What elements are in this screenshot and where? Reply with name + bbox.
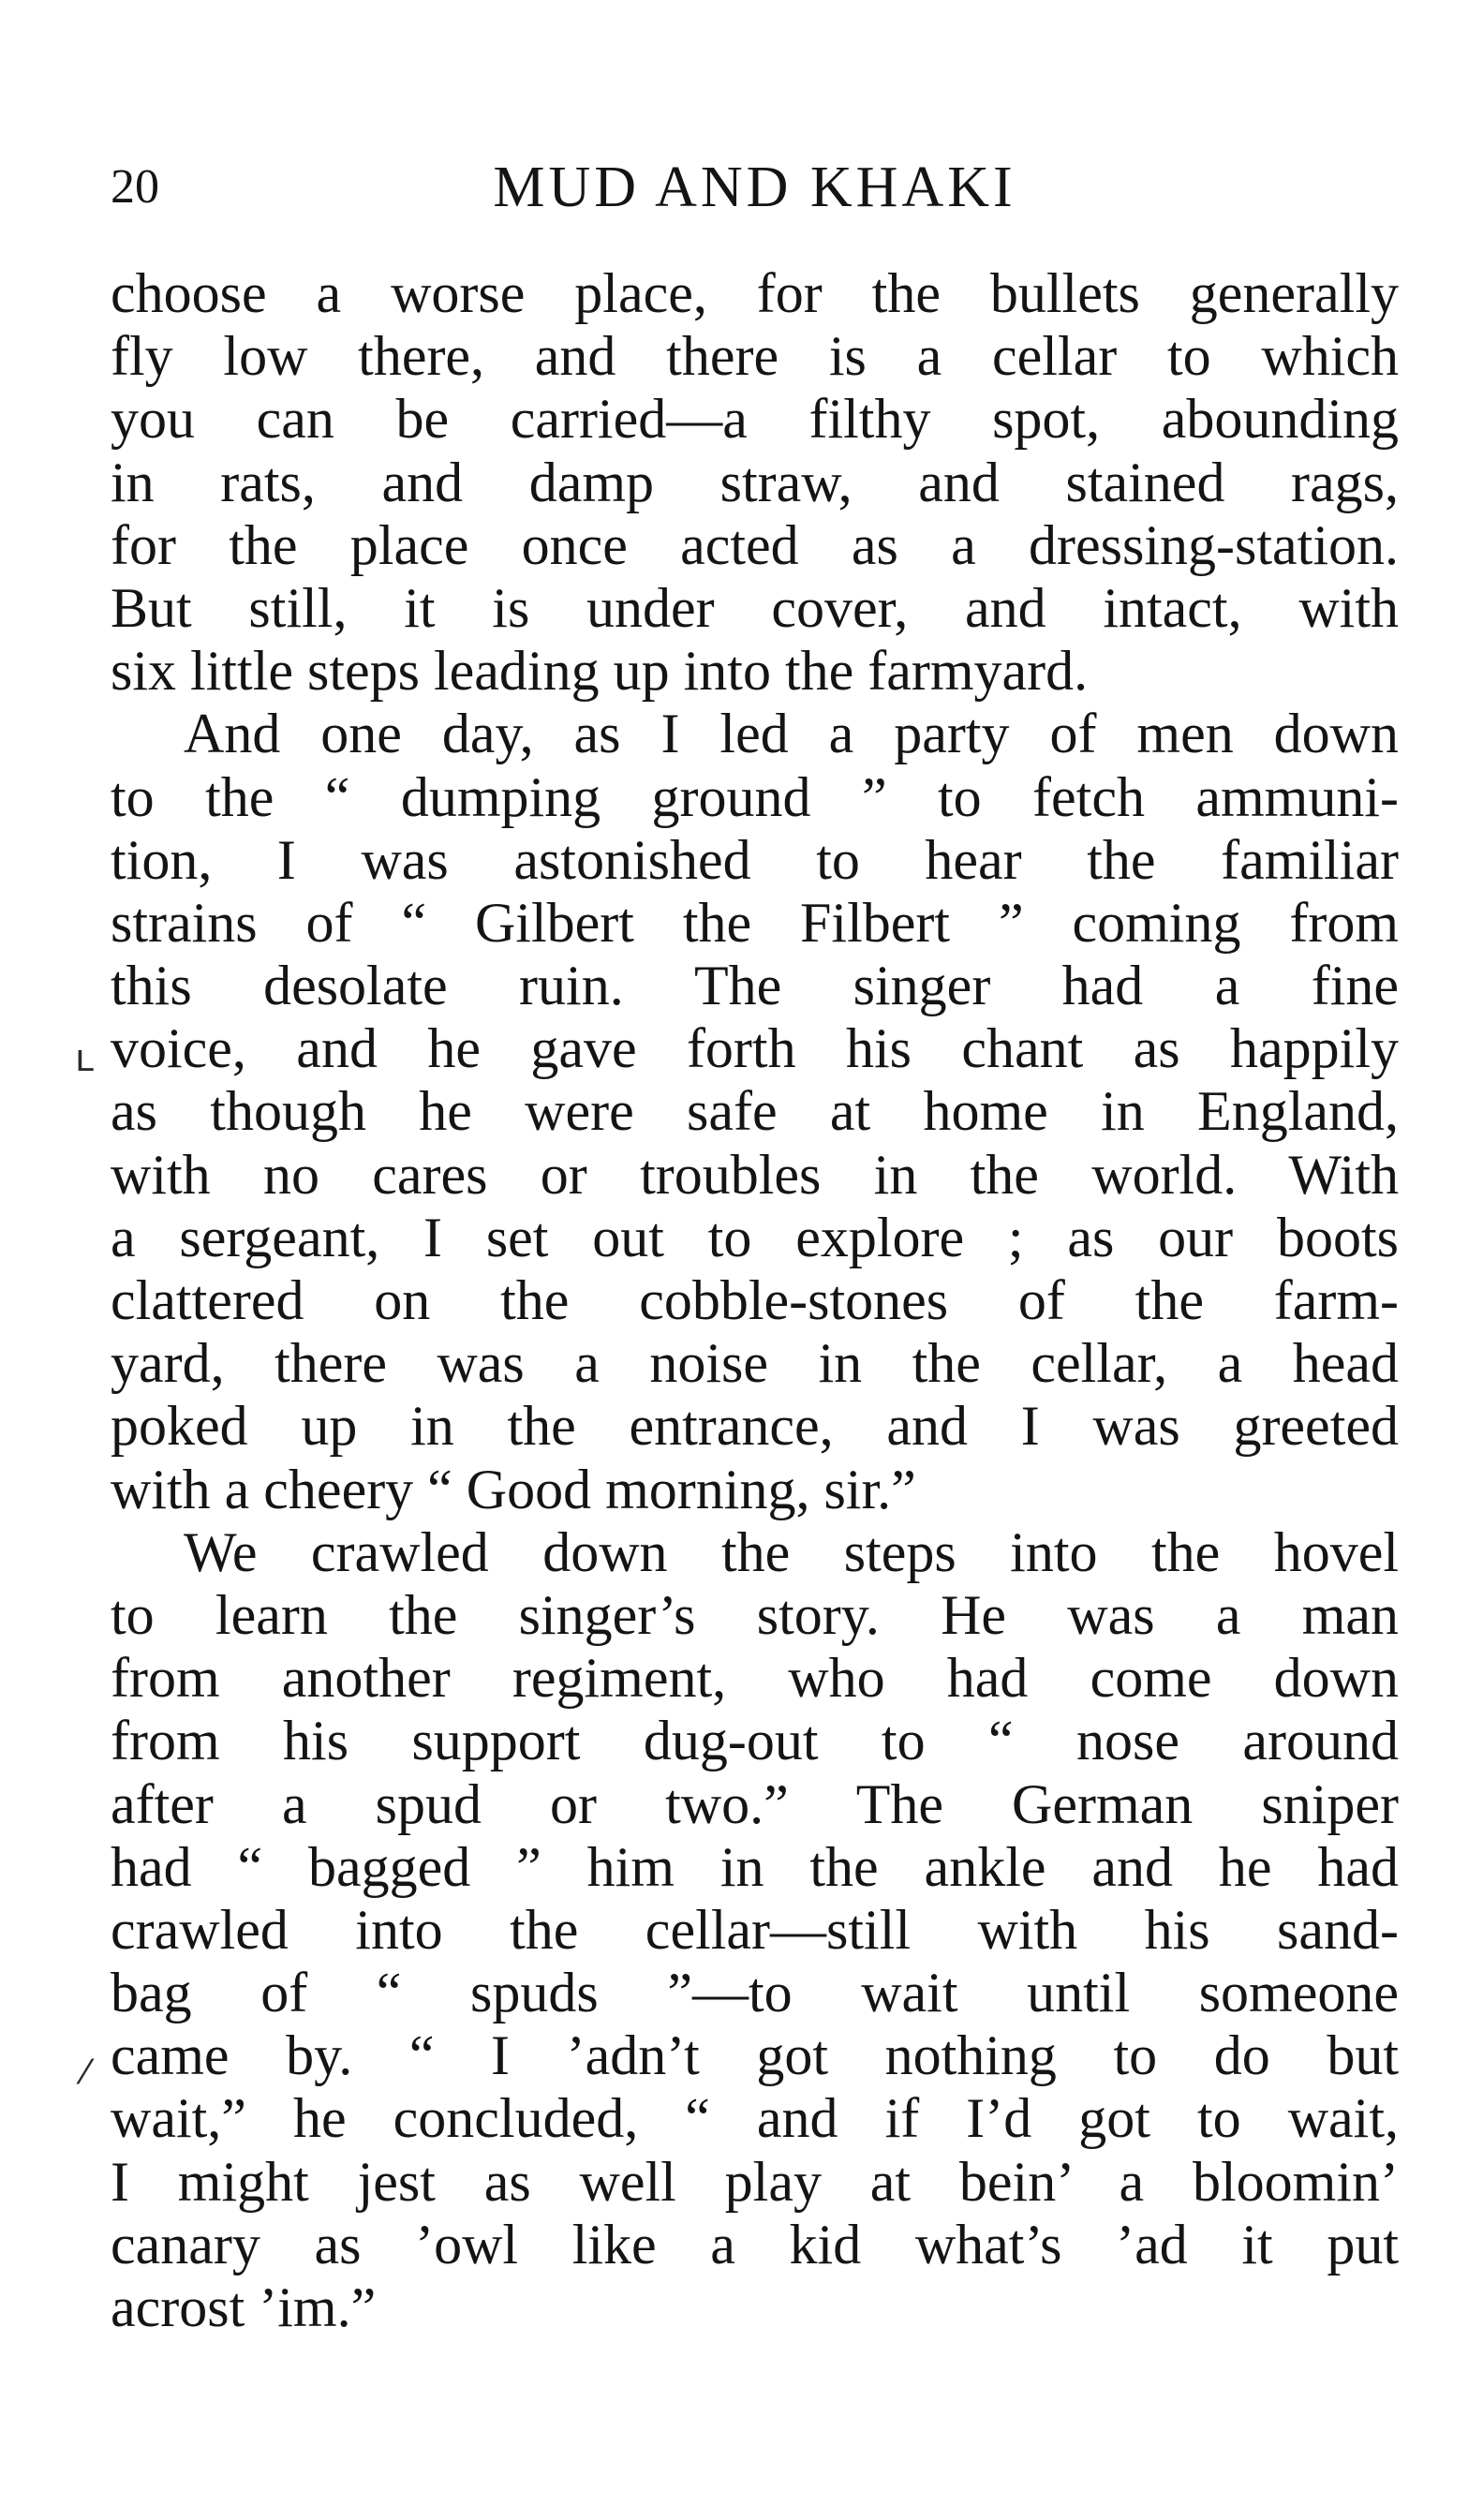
text-line: We crawled down the steps into the hovel	[184, 1520, 1399, 1583]
text-line: clattered on the cobble-stones of the farm-	[111, 1269, 1399, 1331]
text-line: this desolate ruin. The singer had a fine	[111, 955, 1399, 1017]
text-line: from his support dug-out to “ nose around	[111, 1710, 1399, 1772]
text-line: had “ bagged ” him in the ankle and he had	[111, 1835, 1399, 1898]
text-line: strains of “ Gilbert the Filbert ” coming from	[111, 891, 1399, 954]
text-line: you can be carried—a filthy spot, abounding	[111, 388, 1399, 451]
text-line: to the “ dumping ground ” to fetch ammuni-	[111, 765, 1399, 828]
text-line: tion, I was astonished to hear the familiar	[111, 828, 1399, 891]
text-line: to learn the singer’s story. He was a man	[111, 1583, 1399, 1646]
text-line: yard, there was a noise in the cellar, a head	[111, 1332, 1399, 1395]
text-line: bag of “ spuds ”—to wait until someone	[111, 1962, 1399, 2024]
text-line: with no cares or troubles in the world. With	[111, 1143, 1399, 1206]
running-head	[111, 150, 1399, 225]
margin-mark: ⁄	[82, 2053, 89, 2092]
text-line: in rats, and damp straw, and stained rags,	[111, 451, 1399, 513]
text-line: And one day, as I led a party of men down	[184, 703, 1399, 765]
text-line: canary as ’owl like a kid what’s ’ad it put	[111, 2213, 1399, 2275]
text-line: six little steps leading up into the farmyard.	[111, 640, 1089, 703]
text-line: crawled into the cellar—still with his sand-	[111, 1898, 1399, 1961]
page-number: 20	[111, 160, 159, 214]
text-line: as though he were safe at home in England,	[111, 1080, 1399, 1143]
running-title: MUD AND KHAKI	[493, 156, 1016, 219]
text-line: voice, and he gave forth his chant as happily	[111, 1017, 1399, 1080]
text-line: came by. “ I ’adn’t got nothing to do but	[111, 2024, 1399, 2087]
text-line: wait,” he concluded, “ and if I’d got to wait,	[111, 2087, 1399, 2150]
text-line: fly low there, and there is a cellar to which	[111, 325, 1399, 388]
text-line: with a cheery “ Good morning, sir.”	[111, 1458, 916, 1520]
text-line: acrost ’im.”	[111, 2276, 377, 2338]
body-text	[111, 262, 1399, 2339]
text-line: a sergeant, I set out to explore ; as our boots	[111, 1206, 1399, 1268]
text-line: poked up in the entrance, and I was greeted	[111, 1395, 1399, 1458]
text-line: for the place once acted as a dressing-station.	[111, 513, 1399, 576]
text-line: But still, it is under cover, and intact, with	[111, 576, 1399, 639]
margin-mark: ʟ	[75, 1037, 95, 1080]
text-line: choose a worse place, for the bullets generally	[111, 262, 1399, 324]
text-line: from another regiment, who had come down	[111, 1647, 1399, 1710]
text-line: I might jest as well play at bein’ a bloomin’	[111, 2150, 1399, 2213]
text-line: after a spud or two.” The German sniper	[111, 1772, 1399, 1835]
